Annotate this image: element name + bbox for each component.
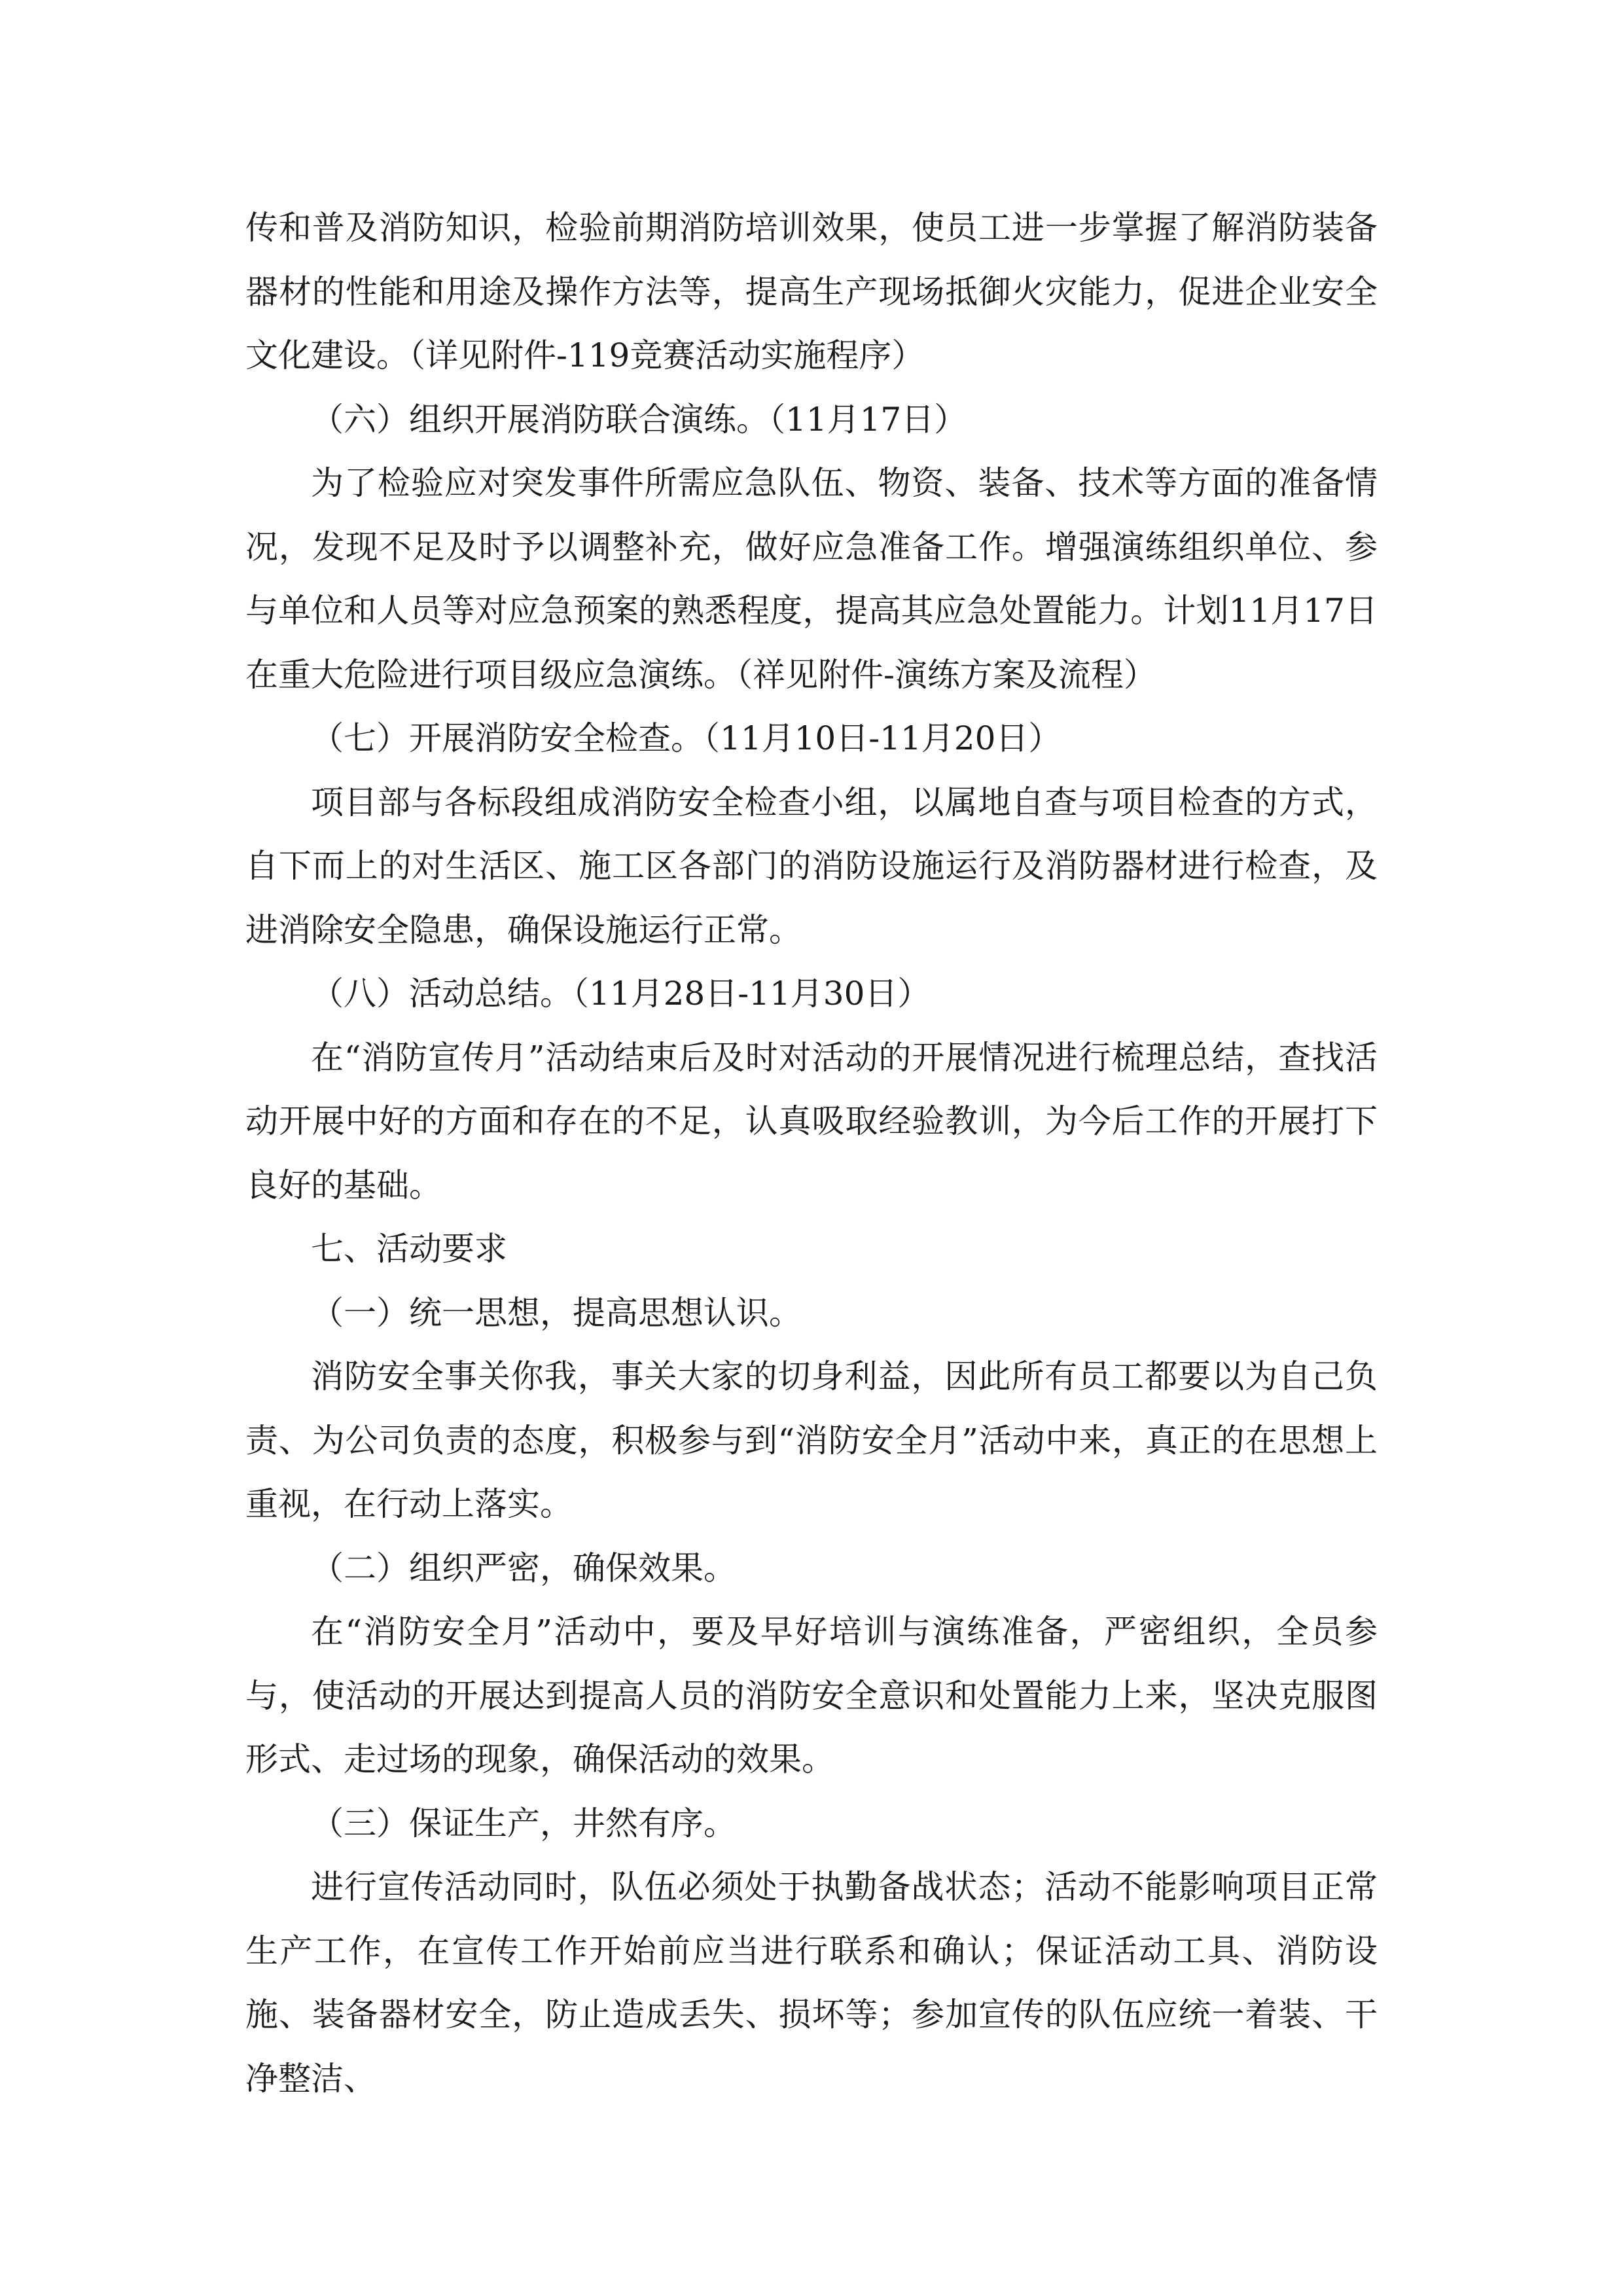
section-heading-requirements: 七、活动要求 [311, 1230, 507, 1268]
paragraph-summary-details: 在“消防宣传月”活动结束后及时对活动的开展情况进行梳理总结，查找活动开展中好的方面和存在的不足，认真吸取经验教训，为今后工作的开展打下良好的基础。 [245, 1038, 1378, 1204]
paragraph-unify-thinking: 消防安全事关你我，事关大家的切身利益，因此所有员工都要以为自己负责、为公司负责的态度，积极参与到“消防安全月”活动中来，真正的在思想上重视，在行动上落实。 [245, 1357, 1378, 1523]
heading-unify-thinking: （一）统一思想，提高思想认识。 [311, 1293, 802, 1332]
paragraph-strict-organization: 在“消防安全月”活动中，要及早好培训与演练准备，严密组织，全员参与，使活动的开展达到提高人员的消防安全意识和处置能力上来，坚决克服图形式、走过场的现象，确保活动的效果。 [245, 1613, 1378, 1778]
heading-joint-drill: （六）组织开展消防联合演练。（11月17日） [311, 400, 967, 439]
document-body [245, 196, 1378, 2111]
heading-strict-organization: （二）组织严密，确保效果。 [311, 1549, 736, 1587]
heading-activity-summary: （八）活动总结。（11月28日-11月30日） [311, 975, 931, 1013]
heading-ensure-production: （三）保证生产，井然有序。 [311, 1804, 736, 1842]
heading-safety-inspection: （七）开展消防安全检查。（11月10日-11月20日） [311, 719, 1061, 757]
paragraph-training-effect: 传和普及消防知识，检验前期消防培训效果，使员工进一步掌握了解消防装备器材的性能和用途及操作方法等，提高生产现场抵御火灾能力，促进企业安全文化建设。（详见附件-119竞赛活动实施程序） [245, 209, 1378, 374]
paragraph-drill-details: 为了检验应对突发事件所需应急队伍、物资、装备、技术等方面的准备情况，发现不足及时予以调整补充，做好应急准备工作。增强演练组织单位、参与单位和人员等对应急预案的熟悉程度，提高其应急处置能力。计划11月17日在重大危险进行项目级应急演练。（祥见附件-演练方案及流程） [245, 464, 1378, 694]
paragraph-inspection-details: 项目部与各标段组成消防安全检查小组，以属地自查与项目检查的方式，自下而上的对生活区、施工区各部门的消防设施运行及消防器材进行检查，及进消除安全隐患，确保设施运行正常。 [245, 783, 1378, 949]
paragraph-ensure-production: 进行宣传活动同时，队伍必须处于执勤备战状态；活动不能影响项目正常生产工作，在宣传工作开始前应当进行联系和确认；保证活动工具、消防设施、装备器材安全，防止造成丢失、损坏等；参加宣传的队伍应统一着装、干净整洁、 [245, 1868, 1378, 2098]
